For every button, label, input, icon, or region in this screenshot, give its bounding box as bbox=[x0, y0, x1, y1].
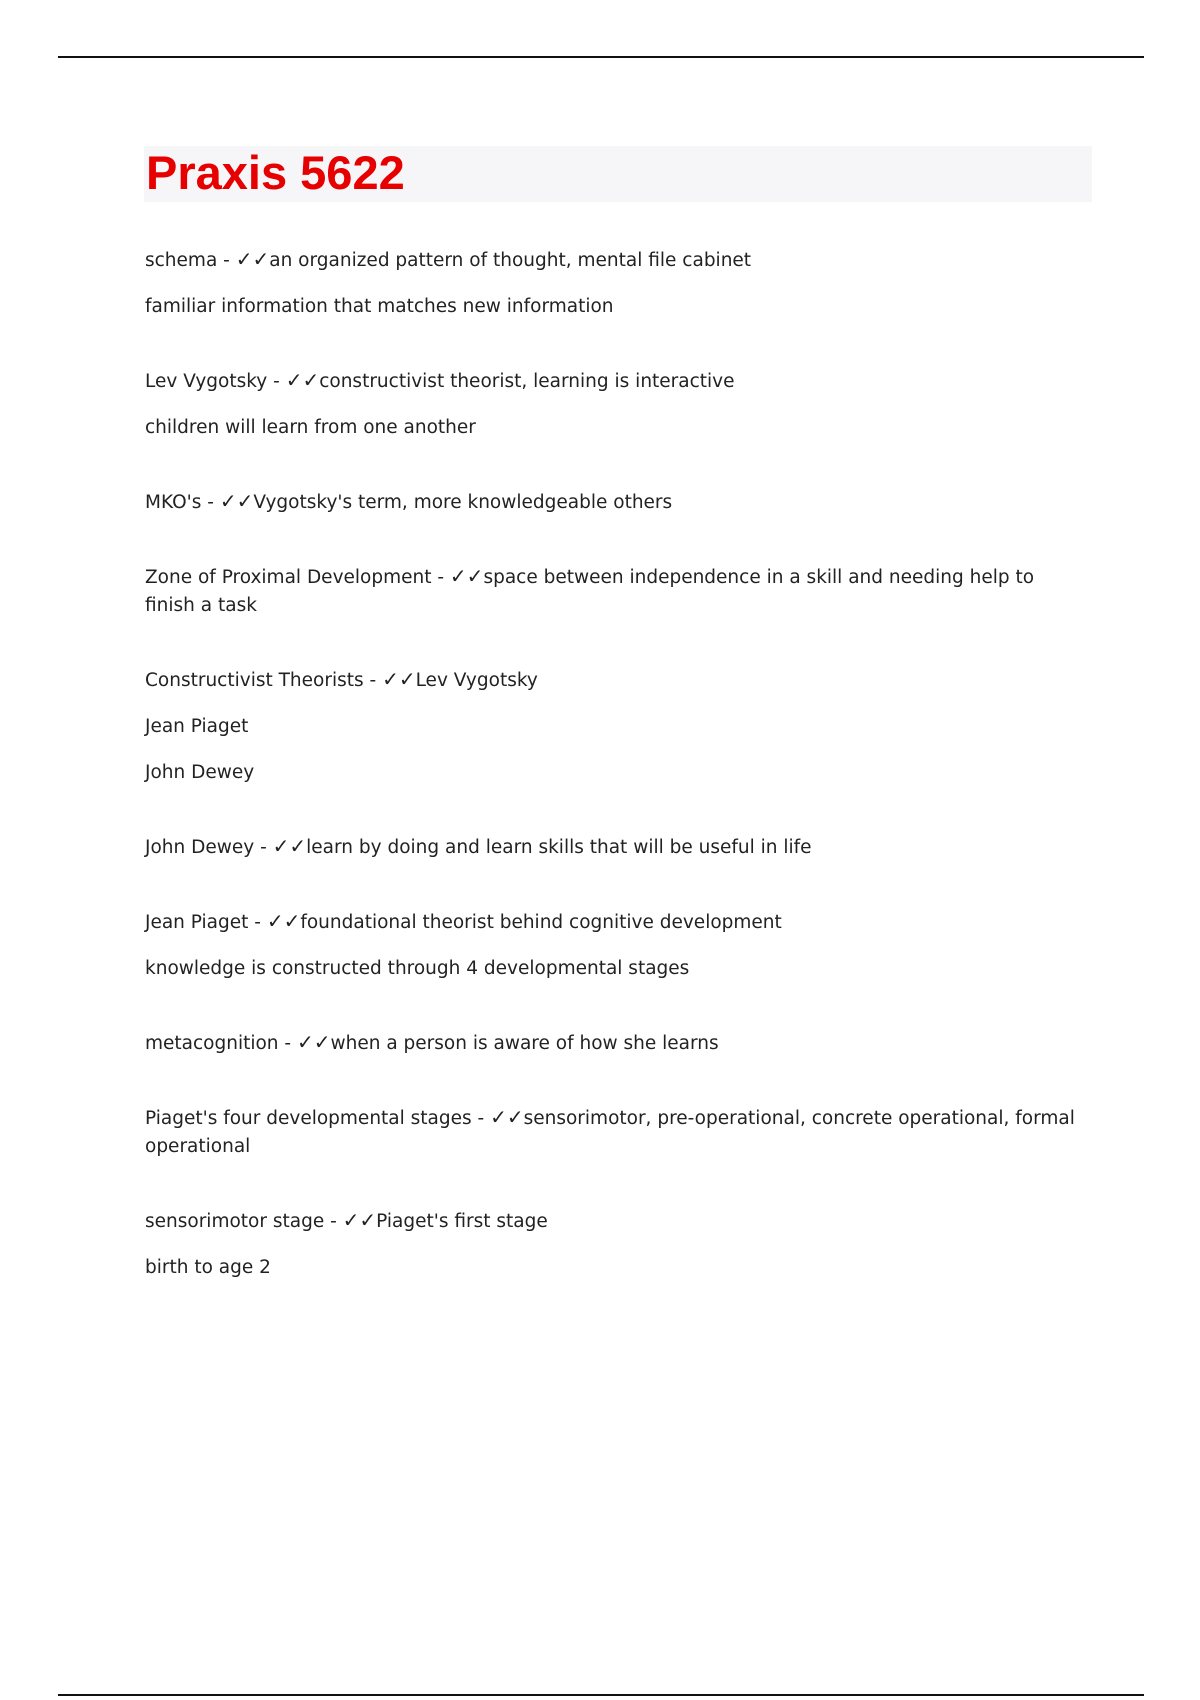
entry-definition-line bbox=[145, 665, 1085, 695]
term-separator: - bbox=[217, 250, 236, 271]
term-separator: - bbox=[324, 1211, 343, 1232]
double-check-icon: ✓✓ bbox=[235, 247, 270, 271]
term-separator: - bbox=[363, 670, 383, 691]
entry-term: sensorimotor stage bbox=[145, 1211, 325, 1232]
top-rule bbox=[58, 56, 1144, 58]
flashcard-list bbox=[145, 245, 1085, 1327]
entry-answer: sensorimotor, pre-operational, concrete operational, formal operational bbox=[145, 1108, 1075, 1157]
entry-answer: constructivist theorist, learning is interactive bbox=[319, 371, 735, 392]
entry-extra-line: children will learn from one another bbox=[145, 417, 476, 438]
entry-definition-line bbox=[145, 832, 1085, 862]
term-separator: - bbox=[248, 912, 267, 933]
entry-term: Zone of Proximal Development bbox=[145, 567, 432, 588]
entry-definition-line bbox=[145, 562, 1085, 620]
entry-answer: an organized pattern of thought, mental file cabinet bbox=[269, 250, 752, 271]
double-check-icon: ✓✓ bbox=[449, 564, 484, 588]
entry-extra-line: John Dewey bbox=[145, 762, 255, 783]
entry-definition-line bbox=[145, 1028, 1085, 1058]
flashcard-entry bbox=[145, 562, 1085, 620]
entry-definition-line bbox=[145, 907, 1085, 937]
flashcard-entry bbox=[145, 1028, 1085, 1058]
entry-term: metacognition bbox=[145, 1033, 279, 1054]
term-separator: - bbox=[254, 837, 273, 858]
term-separator: - bbox=[278, 1033, 297, 1054]
flashcard-entry bbox=[145, 665, 1085, 787]
entry-extra-line: knowledge is constructed through 4 developmental stages bbox=[145, 958, 690, 979]
entry-term: MKO's bbox=[145, 492, 202, 513]
flashcard-entry bbox=[145, 832, 1085, 862]
entry-term: Piaget's four developmental stages bbox=[145, 1108, 472, 1129]
flashcard-entry bbox=[145, 1206, 1085, 1282]
entry-definition-line bbox=[145, 1103, 1085, 1161]
flashcard-entry bbox=[145, 245, 1085, 321]
entry-definition-line bbox=[145, 245, 1085, 275]
double-check-icon: ✓✓ bbox=[285, 368, 320, 392]
entry-definition-line bbox=[145, 366, 1085, 396]
entry-definition-line bbox=[145, 487, 1085, 517]
entry-term: Constructivist Theorists bbox=[145, 670, 364, 691]
double-check-icon: ✓✓ bbox=[382, 667, 416, 691]
entry-extra-line: Jean Piaget bbox=[145, 716, 249, 737]
double-check-icon: ✓✓ bbox=[219, 489, 254, 513]
entry-answer: foundational theorist behind cognitive development bbox=[300, 912, 782, 933]
entry-answer: Lev Vygotsky bbox=[415, 670, 538, 691]
bottom-rule bbox=[58, 1694, 1144, 1696]
entry-definition-line bbox=[145, 1206, 1085, 1236]
term-separator: - bbox=[267, 371, 286, 392]
term-separator: - bbox=[471, 1108, 491, 1129]
flashcard-entry bbox=[145, 487, 1085, 517]
flashcard-entry bbox=[145, 1103, 1085, 1161]
entry-term: Lev Vygotsky bbox=[145, 371, 268, 392]
flashcard-entry bbox=[145, 907, 1085, 983]
double-check-icon: ✓✓ bbox=[266, 909, 301, 933]
entry-term: schema bbox=[145, 250, 218, 271]
term-separator: - bbox=[201, 492, 220, 513]
double-check-icon: ✓✓ bbox=[296, 1030, 331, 1054]
entry-term: Jean Piaget bbox=[145, 912, 249, 933]
term-separator: - bbox=[431, 567, 450, 588]
entry-answer: learn by doing and learn skills that will be useful in life bbox=[306, 837, 812, 858]
double-check-icon: ✓✓ bbox=[272, 834, 307, 858]
flashcard-entry bbox=[145, 366, 1085, 442]
entry-term: John Dewey bbox=[145, 837, 255, 858]
entry-answer: when a person is aware of how she learns bbox=[330, 1033, 719, 1054]
entry-extra-line: familiar information that matches new information bbox=[145, 296, 614, 317]
document-title: Praxis 5622 bbox=[146, 146, 405, 199]
double-check-icon: ✓✓ bbox=[342, 1208, 377, 1232]
entry-extra-line: birth to age 2 bbox=[145, 1257, 271, 1278]
double-check-icon: ✓✓ bbox=[490, 1105, 524, 1129]
entry-answer: Vygotsky's term, more knowledgeable others bbox=[253, 492, 673, 513]
entry-answer: Piaget's first stage bbox=[376, 1211, 548, 1232]
entry-answer: space between independence in a skill and needing help to finish a task bbox=[145, 567, 1035, 616]
